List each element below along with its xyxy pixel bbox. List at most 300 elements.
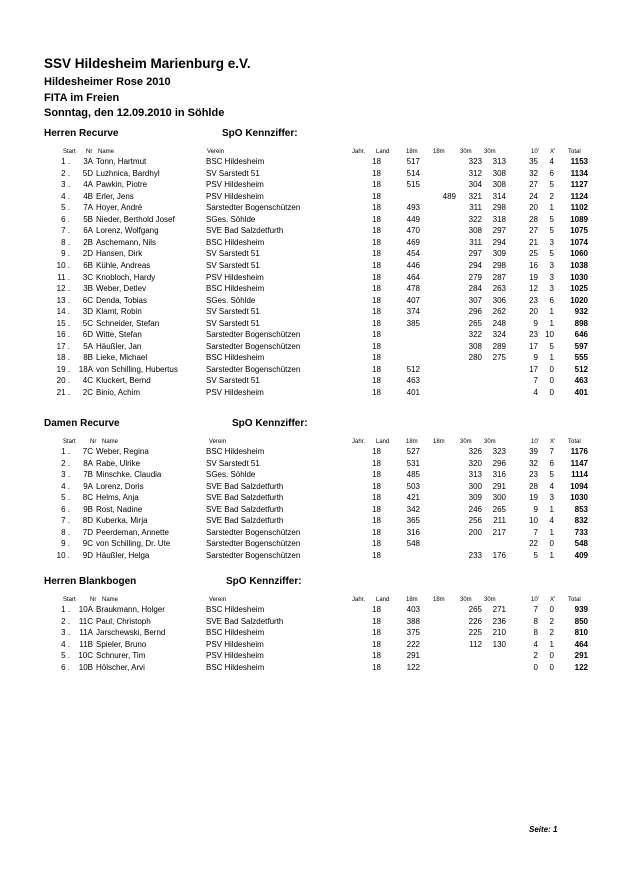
column-header-land: Land	[376, 149, 390, 155]
result-x: 1	[549, 307, 554, 317]
result-nr: 6C	[82, 295, 93, 305]
result-total: 1030	[570, 272, 588, 282]
result-land: 18	[372, 307, 381, 317]
result-total: 401	[574, 388, 588, 397]
result-d: 308	[492, 180, 506, 190]
result-place: 4 .	[61, 481, 70, 491]
result-land: 18	[372, 226, 381, 236]
result-t: 7	[533, 376, 538, 386]
result-club: PSV Hildesheim	[206, 639, 264, 649]
result-name: Lorenz, Wolfgang	[96, 226, 159, 236]
result-total: 555	[574, 353, 588, 363]
column-header-start: Start	[63, 597, 76, 603]
result-c: 200	[468, 527, 482, 537]
result-d: 262	[492, 307, 506, 317]
result-c: 323	[468, 157, 482, 166]
result-nr: 11B	[79, 639, 93, 649]
result-d: 298	[492, 260, 506, 270]
result-name: Häußler, Jan	[96, 341, 142, 351]
result-name: Rabe, Ulrike	[96, 458, 141, 468]
column-header-x: X'	[550, 149, 556, 155]
result-nr: 8C	[82, 493, 93, 503]
result-c: 307	[468, 295, 482, 305]
result-t: 21	[529, 237, 538, 247]
column-header-d18a: 18m	[406, 597, 418, 603]
result-x: 1	[549, 639, 554, 649]
result-club: Sarstedter Bogenschützen	[206, 364, 301, 374]
result-nr: 2C	[82, 388, 93, 397]
result-t: 20	[529, 307, 538, 317]
result-nr: 18A	[78, 364, 93, 374]
result-a: 470	[406, 226, 420, 236]
result-total: 733	[574, 527, 588, 537]
result-name: Lieke, Michael	[96, 353, 148, 363]
result-c: 308	[468, 341, 482, 351]
result-t: 39	[529, 447, 538, 456]
result-d: 296	[492, 458, 506, 468]
result-club: Sarstedter Bogenschützen	[206, 330, 301, 340]
result-nr: 5C	[82, 318, 93, 328]
result-d: 316	[492, 470, 506, 480]
result-club: BSC Hildesheim	[206, 157, 265, 166]
result-c: 300	[468, 481, 482, 491]
result-t: 10	[529, 516, 538, 526]
result-a: 403	[406, 605, 420, 614]
result-t: 9	[533, 504, 538, 514]
result-land: 18	[372, 260, 381, 270]
result-land: 18	[372, 353, 381, 363]
result-place: 1 .	[61, 447, 70, 456]
result-place: 1 .	[61, 605, 70, 614]
result-land: 18	[372, 639, 381, 649]
result-total: 1060	[570, 249, 588, 259]
spo-kennziffer-label: SpO Kennziffer:	[232, 418, 308, 429]
result-place: 15 .	[56, 318, 70, 328]
result-d: 289	[492, 341, 506, 351]
result-d: 271	[492, 605, 506, 614]
event-type: FITA im Freien	[44, 92, 120, 104]
result-t: 23	[529, 295, 538, 305]
result-t: 28	[529, 214, 538, 224]
result-land: 18	[372, 318, 381, 328]
result-nr: 4A	[83, 180, 93, 190]
result-nr: 7D	[82, 527, 93, 537]
result-nr: 5D	[82, 168, 93, 178]
result-c: 311	[469, 237, 482, 247]
result-place: 7 .	[61, 226, 70, 236]
result-club: BSC Hildesheim	[206, 605, 265, 614]
result-nr: 5B	[83, 214, 93, 224]
result-a: 421	[406, 493, 420, 503]
result-total: 1147	[570, 458, 588, 468]
result-a: 531	[406, 458, 420, 468]
result-t: 7	[533, 605, 538, 614]
result-nr: 3D	[82, 307, 93, 317]
result-total: 1025	[570, 284, 588, 294]
result-c: 294	[468, 260, 482, 270]
result-d: 313	[492, 157, 506, 166]
result-a: 342	[406, 504, 420, 514]
result-name: Hölscher, Arvi	[96, 662, 145, 672]
result-x: 0	[549, 376, 554, 386]
result-place: 14 .	[56, 307, 70, 317]
result-a: 548	[406, 539, 420, 549]
result-nr: 4B	[83, 191, 93, 201]
result-c: 112	[469, 639, 482, 649]
result-t: 27	[529, 226, 538, 236]
result-a: 478	[406, 284, 420, 294]
result-t: 2	[533, 651, 538, 661]
column-header-d30a: 30m	[460, 597, 472, 603]
result-a: 388	[406, 616, 420, 626]
result-club: SVE Bad Salzdetfurth	[206, 481, 284, 491]
result-nr: 11C	[78, 616, 93, 626]
result-name: Spieler, Bruno	[96, 639, 147, 649]
result-club: SV Sarstedt 51	[206, 260, 260, 270]
result-x: 5	[549, 226, 554, 236]
result-x: 1	[549, 353, 554, 363]
result-name: Nieder, Berthold Josef	[96, 214, 175, 224]
result-total: 1176	[570, 447, 588, 456]
result-d: 236	[492, 616, 506, 626]
result-total: 291	[574, 651, 588, 661]
result-t: 9	[533, 318, 538, 328]
column-header-d18a: 18m	[406, 149, 418, 155]
result-name: Binio, Achim	[96, 388, 141, 397]
column-header-start: Start	[63, 149, 76, 155]
column-header-verein: Verein	[207, 149, 225, 155]
result-land: 18	[372, 157, 381, 166]
result-name: Luzhnica, Bardhyl	[96, 168, 160, 178]
result-club: BSC Hildesheim	[206, 353, 265, 363]
result-a: 503	[406, 481, 420, 491]
result-x: 5	[549, 249, 554, 259]
result-x: 4	[549, 516, 554, 526]
column-header-nr: Nr	[90, 439, 97, 445]
result-land: 18	[372, 330, 381, 340]
result-a: 469	[406, 237, 420, 247]
result-a: 385	[406, 318, 420, 328]
result-c: 304	[468, 180, 482, 190]
club-title: SSV Hildesheim Marienburg e.V.	[44, 56, 251, 71]
result-land: 18	[372, 272, 381, 282]
result-land: 18	[372, 376, 381, 386]
result-place: 13 .	[56, 295, 70, 305]
result-name: Häußler, Helga	[96, 550, 150, 560]
result-x: 7	[549, 447, 554, 456]
result-t: 24	[529, 191, 538, 201]
result-total: 1030	[570, 493, 588, 503]
result-nr: 8D	[82, 516, 93, 526]
result-place: 9 .	[61, 249, 70, 259]
column-header-d18a: 18m	[406, 439, 418, 445]
result-place: 3 .	[61, 180, 70, 190]
result-name: Kuberka, Mirja	[96, 516, 148, 526]
column-header-total: Total	[568, 597, 581, 603]
result-t: 19	[529, 493, 538, 503]
result-place: 1 .	[61, 157, 70, 166]
result-place: 5 .	[61, 493, 70, 503]
result-total: 1114	[571, 470, 588, 480]
result-nr: 7C	[82, 447, 93, 456]
result-nr: 8B	[83, 353, 93, 363]
column-header-name: Name	[102, 439, 119, 445]
result-place: 7 .	[61, 516, 70, 526]
result-a: 446	[406, 260, 420, 270]
result-x: 1	[549, 504, 554, 514]
result-nr: 9D	[82, 550, 93, 560]
result-club: SV Sarstedt 51	[206, 458, 260, 468]
result-name: Denda, Tobias	[96, 295, 147, 305]
column-header-start: Start	[63, 439, 76, 445]
result-land: 18	[372, 214, 381, 224]
result-nr: 11A	[79, 628, 93, 638]
result-t: 7	[533, 527, 538, 537]
result-place: 10 .	[56, 260, 70, 270]
result-total: 1075	[570, 226, 588, 236]
result-x: 3	[549, 493, 554, 503]
column-header-nr: Nr	[90, 597, 97, 603]
result-land: 18	[372, 493, 381, 503]
result-x: 0	[549, 651, 554, 661]
result-total: 548	[574, 539, 588, 549]
page-number: 1	[553, 825, 558, 834]
result-club: SVE Bad Salzdetfurth	[206, 226, 284, 236]
result-total: 853	[574, 504, 588, 514]
result-t: 28	[529, 481, 538, 491]
result-name: Schneider, Stefan	[96, 318, 160, 328]
result-name: Jarschewski, Bernd	[96, 628, 166, 638]
result-place: 6 .	[61, 662, 70, 672]
result-t: 17	[529, 364, 538, 374]
result-club: PSV Hildesheim	[206, 272, 264, 282]
result-a: 515	[406, 180, 420, 190]
result-place: 8 .	[61, 237, 70, 247]
column-header-tens: 10'	[531, 439, 539, 445]
result-nr: 4C	[82, 376, 93, 386]
result-d: 318	[492, 214, 506, 224]
result-club: BSC Hildesheim	[206, 662, 265, 672]
result-name: Weber, Detlev	[96, 284, 147, 294]
result-place: 5 .	[61, 203, 70, 213]
result-a: 514	[406, 168, 420, 178]
result-name: Kluckert, Bernd	[96, 376, 151, 386]
result-name: von Schilling, Dr. Ute	[96, 539, 171, 549]
result-d: 210	[492, 628, 506, 638]
result-d: 211	[493, 516, 506, 526]
result-c: 226	[468, 616, 482, 626]
result-a: 485	[406, 470, 420, 480]
result-x: 6	[549, 458, 554, 468]
result-d: 248	[492, 318, 506, 328]
result-x: 5	[549, 470, 554, 480]
result-x: 0	[549, 539, 554, 549]
result-land: 18	[372, 180, 381, 190]
result-x: 0	[549, 605, 554, 614]
result-c: 225	[468, 628, 482, 638]
result-land: 18	[372, 539, 381, 549]
result-t: 16	[529, 260, 538, 270]
result-d: 314	[492, 191, 506, 201]
result-name: Braukmann, Holger	[96, 605, 165, 614]
result-a: 316	[406, 527, 420, 537]
result-a: 122	[406, 662, 420, 672]
result-nr: 9B	[83, 504, 93, 514]
result-place: 3 .	[61, 628, 70, 638]
result-land: 18	[372, 651, 381, 661]
result-name: Minschke, Claudia	[96, 470, 162, 480]
result-a: 222	[406, 639, 420, 649]
result-a: 493	[406, 203, 420, 213]
result-name: Witte, Stefan	[96, 330, 142, 340]
result-land: 18	[372, 662, 381, 672]
result-x: 4	[549, 157, 554, 166]
result-c: 265	[468, 605, 482, 614]
result-total: 1038	[570, 260, 588, 270]
result-nr: 3A	[83, 157, 93, 166]
result-x: 10	[545, 330, 554, 340]
result-land: 18	[372, 249, 381, 259]
event-title: Hildesheimer Rose 2010	[44, 76, 171, 88]
result-c: 265	[468, 318, 482, 328]
result-t: 0	[533, 662, 538, 672]
result-name: Peerdeman, Annette	[96, 527, 169, 537]
result-total: 1127	[570, 180, 588, 190]
result-t: 25	[529, 249, 538, 259]
result-name: Klamt, Robin	[96, 307, 142, 317]
result-club: PSV Hildesheim	[206, 388, 264, 397]
result-club: Sarstedter Bogenschützen	[206, 341, 301, 351]
result-club: SV Sarstedt 51	[206, 318, 260, 328]
result-t: 17	[529, 341, 538, 351]
result-a: 407	[406, 295, 420, 305]
result-x: 0	[549, 388, 554, 397]
result-land: 18	[372, 550, 381, 560]
result-d: 298	[492, 203, 506, 213]
result-nr: 9C	[82, 539, 93, 549]
result-place: 2 .	[61, 458, 70, 468]
column-header-verein: Verein	[209, 439, 227, 445]
result-place: 10 .	[56, 550, 70, 560]
result-total: 850	[574, 616, 588, 626]
result-x: 5	[549, 341, 554, 351]
result-nr: 9A	[83, 481, 93, 491]
result-a: 454	[406, 249, 420, 259]
page-label: Seite:	[529, 825, 551, 834]
result-a: 291	[406, 651, 420, 661]
result-t: 23	[529, 330, 538, 340]
column-header-d30a: 30m	[460, 149, 472, 155]
result-place: 5 .	[61, 651, 70, 661]
result-t: 12	[529, 284, 538, 294]
result-club: Sarstedter Bogenschützen	[206, 539, 301, 549]
result-club: SV Sarstedt 51	[206, 307, 260, 317]
result-d: 265	[492, 504, 506, 514]
result-t: 27	[529, 180, 538, 190]
result-d: 287	[492, 272, 506, 282]
column-header-tens: 10'	[531, 597, 539, 603]
result-land: 18	[372, 628, 381, 638]
result-total: 1094	[570, 481, 588, 491]
result-d: 324	[492, 330, 506, 340]
result-total: 1074	[570, 237, 588, 247]
result-total: 122	[574, 662, 588, 672]
result-name: Schnurer, Tim	[96, 651, 146, 661]
result-total: 832	[574, 516, 588, 526]
result-x: 5	[549, 180, 554, 190]
column-header-name: Name	[98, 149, 115, 155]
result-a: 449	[406, 214, 420, 224]
result-total: 1020	[570, 295, 588, 305]
result-club: SV Sarstedt 51	[206, 376, 260, 386]
result-x: 5	[549, 214, 554, 224]
result-land: 18	[372, 388, 381, 397]
result-place: 9 .	[61, 539, 70, 549]
result-land: 18	[372, 616, 381, 626]
result-nr: 6B	[83, 260, 93, 270]
result-nr: 2B	[83, 237, 93, 247]
result-d: 297	[492, 226, 506, 236]
result-club: SGes. Söhlde	[206, 470, 256, 480]
result-total: 1102	[570, 203, 588, 213]
result-c: 320	[468, 458, 482, 468]
result-d: 300	[492, 493, 506, 503]
result-name: Hansen, Dirk	[96, 249, 143, 259]
result-club: SVE Bad Salzdetfurth	[206, 493, 284, 503]
result-total: 1089	[570, 214, 588, 224]
result-name: Paul, Christoph	[96, 616, 151, 626]
result-total: 1124	[570, 191, 588, 201]
result-club: SGes. Söhlde	[206, 214, 256, 224]
result-place: 12 .	[56, 284, 70, 294]
result-name: Aschemann, Nils	[96, 237, 157, 247]
column-header-total: Total	[568, 149, 581, 155]
result-total: 409	[574, 550, 588, 560]
result-c: 296	[468, 307, 482, 317]
result-c: 313	[468, 470, 482, 480]
result-land: 18	[372, 447, 381, 456]
result-d: 275	[492, 353, 506, 363]
result-place: 19 .	[56, 364, 70, 374]
result-nr: 6D	[82, 330, 93, 340]
result-club: SGes. Söhlde	[206, 295, 256, 305]
result-x: 1	[549, 318, 554, 328]
spo-kennziffer-label: SpO Kennziffer:	[226, 576, 302, 587]
result-name: Lorenz, Doris	[96, 481, 144, 491]
column-header-d30a: 30m	[460, 439, 472, 445]
result-name: Helms, Anja	[96, 493, 139, 503]
result-c: 246	[468, 504, 482, 514]
result-club: Sarstedter Bogenschützen	[206, 527, 301, 537]
result-d: 291	[492, 481, 506, 491]
column-header-jahr: Jahr.	[352, 439, 366, 445]
result-land: 18	[372, 295, 381, 305]
result-c: 280	[468, 353, 482, 363]
result-place: 3 .	[61, 470, 70, 480]
result-place: 16 .	[56, 330, 70, 340]
result-place: 21 .	[56, 388, 70, 397]
result-x: 3	[549, 260, 554, 270]
result-land: 18	[372, 237, 381, 247]
result-land: 18	[372, 191, 381, 201]
result-a: 464	[406, 272, 420, 282]
result-nr: 6A	[83, 226, 93, 236]
result-x: 3	[549, 272, 554, 282]
result-d: 176	[492, 550, 506, 560]
column-header-name: Name	[102, 597, 119, 603]
result-name: Erler, Jens	[96, 191, 134, 201]
result-t: 5	[533, 550, 538, 560]
